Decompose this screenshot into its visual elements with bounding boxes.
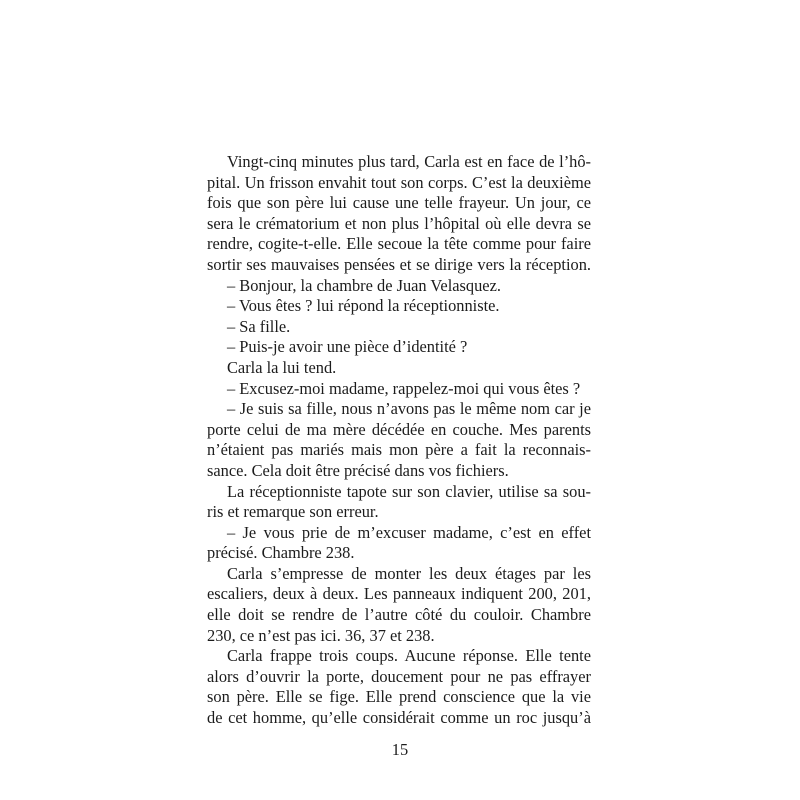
text-line: – Je vous prie de m’excuser madame, c’est en effet [227,522,591,542]
body-text [207,152,591,729]
text-line: – Excusez-moi madame, rappelez-moi qui vous êtes ? [227,378,581,398]
text-line: sortir ses mauvaises pensées et se dirige vers la réception. [207,254,591,274]
text-line: précisé. Chambre 238. [207,543,355,563]
text-line: La réceptionniste tapote sur son clavier, utilise sa sou- [227,481,591,501]
text-line: escaliers, deux à deux. Les panneaux indiquent 200, 201, [207,584,591,604]
text-line: 230, ce n’est pas ici. 36, 37 et 238. [207,625,435,645]
text-line: pital. Un frisson envahit tout son corps. C’est la deuxième [207,172,591,192]
text-line: son père. Elle se fige. Elle prend conscience que la vie [207,687,591,707]
text-line: elle doit se rendre de l’autre côté du couloir. Chambre [207,605,591,625]
text-line: Carla s’empresse de monter les deux étages par les [227,563,591,583]
text-line: – Je suis sa fille, nous n’avons pas le même nom car je [227,399,591,419]
text-line: alors d’ouvrir la porte, doucement pour ne pas effrayer [207,666,591,686]
text-line: – Vous êtes ? lui répond la réceptionniste. [227,296,500,316]
text-line: rendre, cogite-t-elle. Elle secoue la tête comme pour faire [207,234,591,254]
text-line: sera le crématorium et non plus l’hôpital où elle devra se [207,213,591,233]
text-line: n’étaient pas mariés mais mon père a fait la reconnais- [207,440,591,460]
text-line: – Puis-je avoir une pièce d’identité ? [227,337,468,357]
text-line: Carla frappe trois coups. Aucune réponse. Elle tente [227,646,591,666]
text-line: ris et remarque son erreur. [207,502,379,522]
text-line: sance. Cela doit être précisé dans vos fichiers. [207,460,509,480]
text-line: Carla la lui tend. [227,357,337,377]
text-line: fois que son père lui cause une telle frayeur. Un jour, ce [207,193,591,213]
text-line: – Bonjour, la chambre de Juan Velasquez. [227,275,501,295]
text-line: de cet homme, qu’elle considérait comme un roc jusqu’à [207,708,591,728]
text-line: porte celui de ma mère décédée en couche. Mes parents [207,419,591,439]
page-number: 15 [391,740,409,759]
text-line: Vingt-cinq minutes plus tard, Carla est en face de l’hô- [227,152,591,171]
text-line: – Sa fille. [227,316,291,336]
